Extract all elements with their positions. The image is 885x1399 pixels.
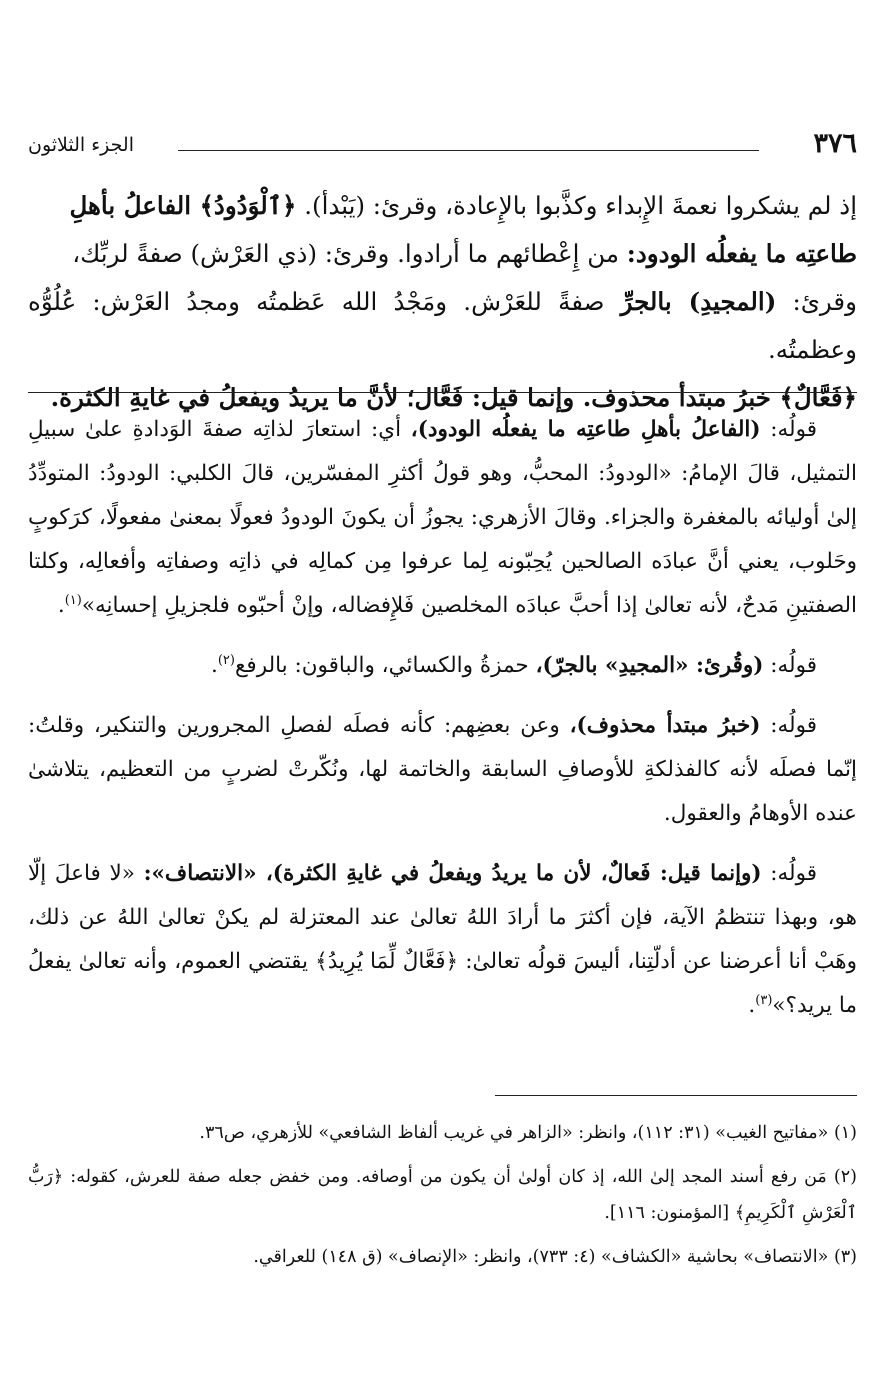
footnote: (٣) «الانتصاف» بحاشية «الكشاف» (٤: ٧٣٣)، وانظر: «الإنصاف» (ق ١٤٨) للعراقي. xyxy=(253,1247,857,1267)
commentary-paragraph: قولُه: (وإنما قيل: فَعالٌ، لأن ما يريدُ ويفعلُ في غايةِ الكثرة)، «الانتصاف»: «لا فاعلَ إلّا هو، وبهذا تنتظمُ الآية، فإن أكثرَ ما أرادَ اللهُ تعالىٰ عند المعتزلة لم يكنْ تعالىٰ اللهُ عن ذلك، وهَبْ أنا أعرضنا عن أدلّتِنا، أليسَ قولُه تعالىٰ: ﴿فَعَّالٌ لِّمَا يُرِيدُ﴾ يقتضي العموم، وأنه تعالىٰ يفعلُ ما يريد؟»$^{(٣)}$. xyxy=(28,861,857,1018)
commentary-paragraph: قولُه: (خبرُ مبتدأ محذوف)، وعن بعضِهم: كأنه فصلَه لفصلِ المجرورين والتنكير، وقلتُ: إنّما فصلَه لأنه كالفذلكةِ للأوصافِ السابقة والخاتمة لها، ونُكّرتْ لضربٍ من التعظيم، يتلاشىٰ عنده الأوهامُ والعقول. xyxy=(28,713,857,826)
header-rule xyxy=(178,150,759,151)
footnote-rule xyxy=(495,1095,857,1096)
main-line-1: إذ لم يشكروا نعمةَ الإِبداء وكذَّبوا بالإِعادة، وقرئ: (يَبْدأ). ﴿ٱلْوَدُودُ﴾ الفاعلُ بأهلِ xyxy=(69,191,857,220)
main-line-3: وقرئ: (المجيدِ) بالجرِّ صفةً للعَرْش. ومَجْدُ الله عَظمتُه ومجدُ العَرْش: عُلُوُّه وعظمتُه. xyxy=(28,287,857,364)
commentary xyxy=(28,408,857,1044)
footnotes xyxy=(28,1115,857,1283)
commentary-paragraph: قولُه: (الفاعلُ بأهلِ طاعتِه ما يفعلُه الودود)، أي: استعارَ لذاتِه صفةَ الوَدادةِ علىٰ سبيلِ التمثيل، قالَ الإمامُ: «الودودُ: المحبُّ، وهو قولُ أكثرِ المفسّرين، قالَ الكلبي: الودودُ: المتودِّدُ إلىٰ أوليائه بالمغفرة والجزاء. وقالَ الأزهري: يجوزُ أن يكونَ الودودُ فعولًا بمعنىٰ مفعولًا، كرَكوبٍ وحَلوب، يعني أنَّ عبادَه الصالحين يُحِبّونه لِما عرفوا مِن كمالِه في ذاتِه وصفاتِه وأفعالِه، وكلتا الصفتينِ مَدحٌ، لأنه تعالىٰ إذا أحبَّ عبادَه المخلصين فَلإِفضاله، وإنْ أحبّوه فلجزيلِ إحسانِه»$^{(١)}$. xyxy=(28,417,857,618)
section-divider xyxy=(28,392,857,393)
page-number: ٣٧٦ xyxy=(813,128,857,159)
footnote-ref: (٣) xyxy=(755,992,773,1008)
footnote-ref: (١) xyxy=(64,592,82,608)
footnote: (٢) مَن رفع أسند المجد إلىٰ الله، إذ كان أولىٰ أن يكون من أوصافه. ومن خفض جعله صفة للعرش، كقوله: ﴿رَبُّ ٱلْعَرْشِ ٱلْكَرِيمِ﴾ [المؤمنون: ١١٦]. xyxy=(28,1167,857,1223)
footnote-ref: (٢) xyxy=(217,652,235,668)
running-header xyxy=(28,128,857,168)
footnote: (١) «مفاتيح الغيب» (٣١: ١١٢)، وانظر: «الزاهر في غريب ألفاظ الشافعي» للأزهري، ص٣٦. xyxy=(199,1123,857,1143)
main-line-2: طاعتِه ما يفعلُه الودود: من إِعْطائهم ما أرادوا. وقرئ: (ذي العَرْش) صفةً لربِّك، xyxy=(72,239,857,268)
commentary-paragraph: قولُه: (وقُرئ: «المجيدِ» بالجرّ)، حمزةُ والكسائي، والباقون: بالرفع$^{(٢)}$. xyxy=(211,652,817,678)
running-title: الجزء الثلاثون xyxy=(28,134,134,156)
main-text xyxy=(28,182,857,422)
main-line-4: ﴿فَعَّالٌ﴾ خبرُ مبتدأ محذوف. وإنما قيل: فَعَّال؛ لأنَّ ما يريدُ ويفعلُ في غايةِ الكثرة. xyxy=(50,383,857,412)
